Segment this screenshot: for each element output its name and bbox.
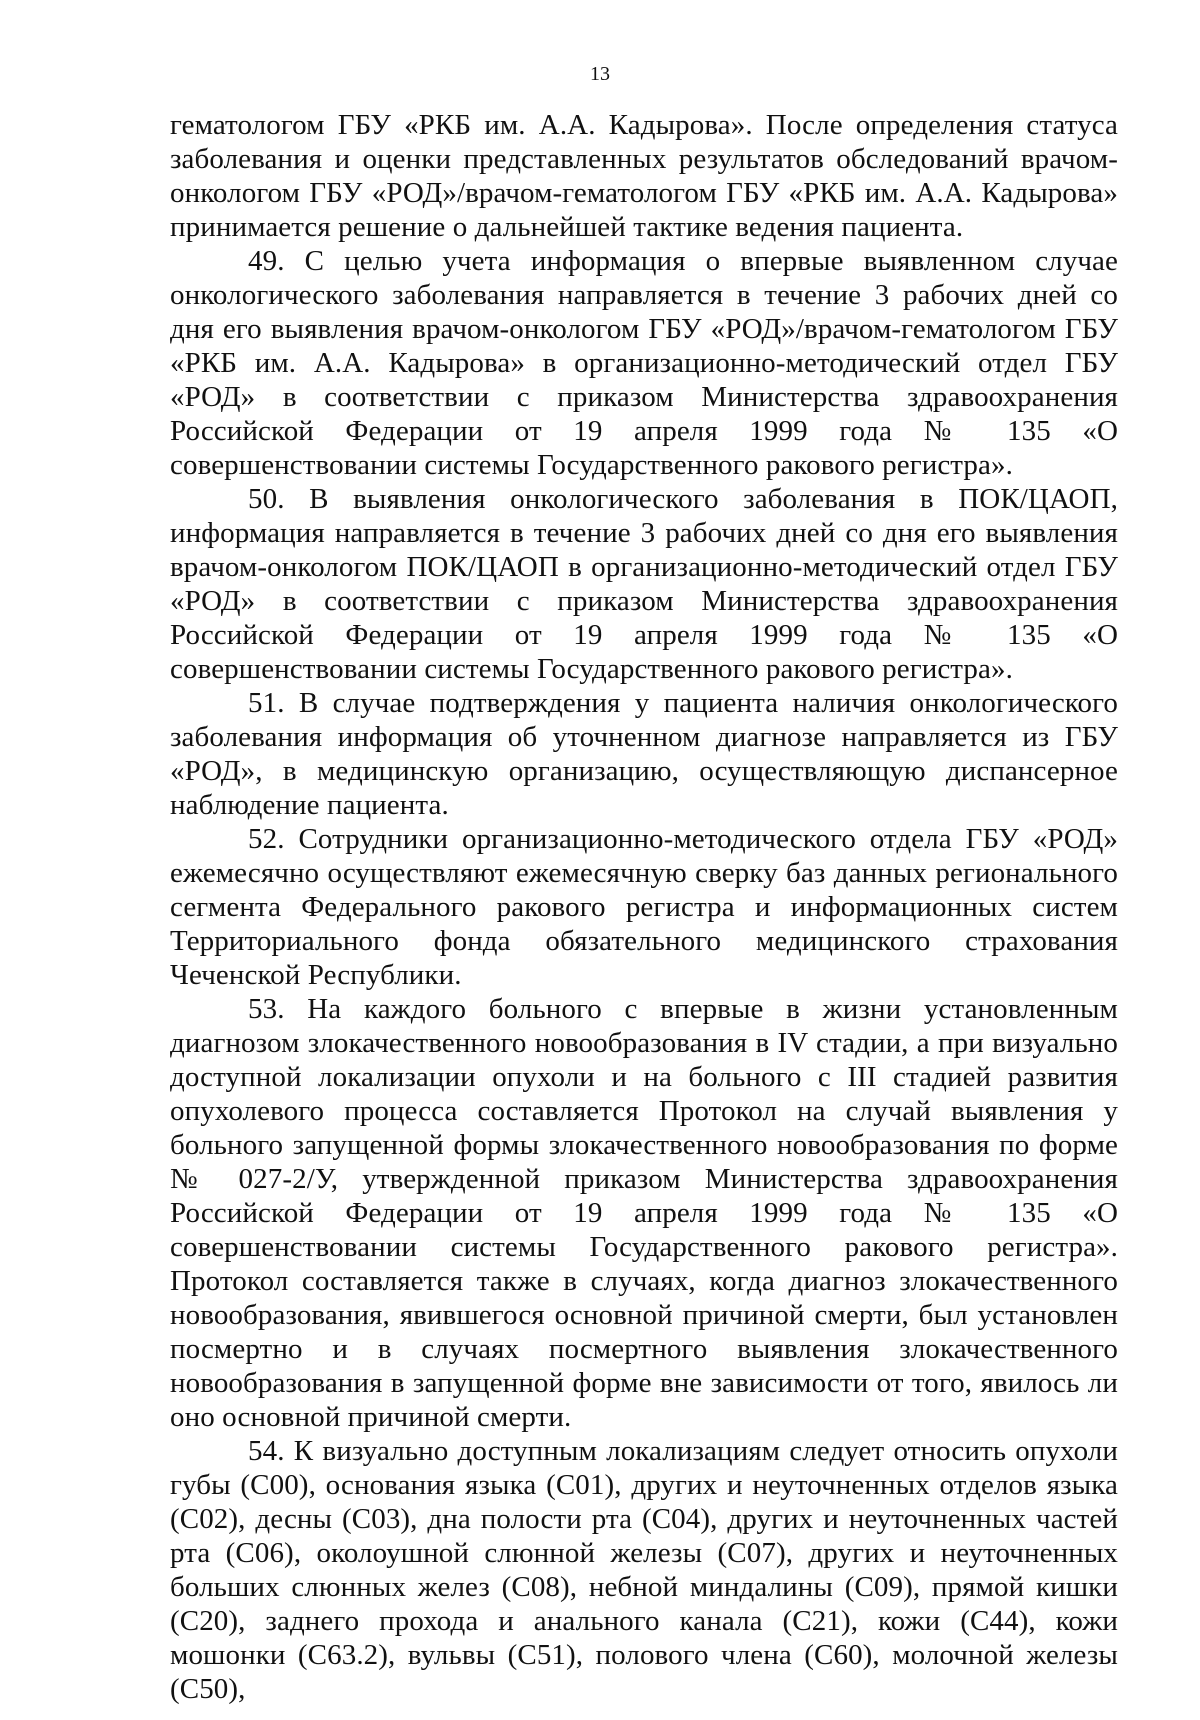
paragraph-text: В случае подтверждения у пациента наличия онкологического заболевания информация об уточненном диагнозе направляется из ГБУ «РОД», в медицинскую организацию, осуществляющую диспансерное наблюдение пациента. — [170, 687, 1118, 821]
paragraph-text: В выявления онкологического заболевания в ПОК/ЦАОП, информация направляется в течение 3 рабочих дней со дня его выявления врачом-онкологом ПОК/ЦАОП в организационно-методический отдел ГБУ «РОД» в соответствии с приказом Министерства здравоохранения Российской Федерации от 19 апреля 1999 года № 135 «О совершенствовании системы Государственного ракового регистра». — [170, 483, 1118, 685]
paragraph-number: 49. — [248, 245, 285, 277]
paragraph-text: К визуально доступным локализациям следует относить опухоли губы (С00), основания языка (С01), других и неуточненных отделов языка (С02), десны (С03), дна полости рта (С04), других и неуточненных частей рта (С06), околоушной слюнной железы (С07), других и неуточненных больших слюнных желез (С08), небной миндалины (С09), прямой кишки (С20), заднего прохода и анального канала (С21), кожи (С44), кожи мошонки (С63.2), вульвы (С51), полового члена (С60), молочной железы (С50), — [170, 1435, 1118, 1705]
paragraph-54 — [170, 1434, 1118, 1706]
paragraph-50 — [170, 482, 1118, 686]
paragraph-49 — [170, 244, 1118, 482]
paragraph-text: С целью учета информация о впервые выявленном случае онкологического заболевания направляется в течение 3 рабочих дней со дня его выявления врачом-онкологом ГБУ «РОД»/врачом-гематологом ГБУ «РКБ им. А.А. Кадырова» в организационно-методический отдел ГБУ «РОД» в соответствии с приказом Министерства здравоохранения Российской Федерации от 19 апреля 1999 года № 135 «О совершенствовании системы Государственного ракового регистра». — [170, 245, 1118, 481]
paragraph-51 — [170, 686, 1118, 822]
paragraph-text: гематологом ГБУ «РКБ им. А.А. Кадырова». После определения статуса заболевания и оценки представленных результатов обследований врачом-онкологом ГБУ «РОД»/врачом-гематологом ГБУ «РКБ им. А.А. Кадырова» принимается решение о дальнейшей тактике ведения пациента. — [170, 109, 1118, 243]
document-body — [170, 108, 1118, 1706]
paragraph-number: 53. — [248, 993, 285, 1025]
paragraph-continuation — [170, 108, 1118, 244]
paragraph-number: 51. — [248, 687, 285, 719]
paragraph-number: 52. — [248, 823, 285, 855]
paragraph-53 — [170, 992, 1118, 1434]
paragraph-number: 50. — [248, 483, 285, 515]
page-number: 13 — [590, 63, 610, 85]
paragraph-number: 54. — [248, 1435, 285, 1467]
paragraph-text: На каждого больного с впервые в жизни установленным диагнозом злокачественного новообразования в IV стадии, а при визуально доступной локализации опухоли и на больного с III стадией развития опухолевого процесса составляется Протокол на случай выявления у больного запущенной формы злокачественного новообразования по форме № 027-2/У, утвержденной приказом Министерства здравоохранения Российской Федерации от 19 апреля 1999 года № 135 «О совершенствовании системы Государственного ракового регистра». Протокол составляется также в случаях, когда диагноз злокачественного новообразования, явившегося основной причиной смерти, был установлен посмертно и в случаях посмертного выявления злокачественного новообразования в запущенной форме вне зависимости от того, явилось ли оно основной причиной смерти. — [170, 993, 1118, 1433]
paragraph-52 — [170, 822, 1118, 992]
paragraph-text: Сотрудники организационно-методического отдела ГБУ «РОД» ежемесячно осуществляют ежемесячную сверку баз данных регионального сегмента Федерального ракового регистра и информационных систем Территориального фонда обязательного медицинского страхования Чеченской Республики. — [170, 823, 1119, 991]
